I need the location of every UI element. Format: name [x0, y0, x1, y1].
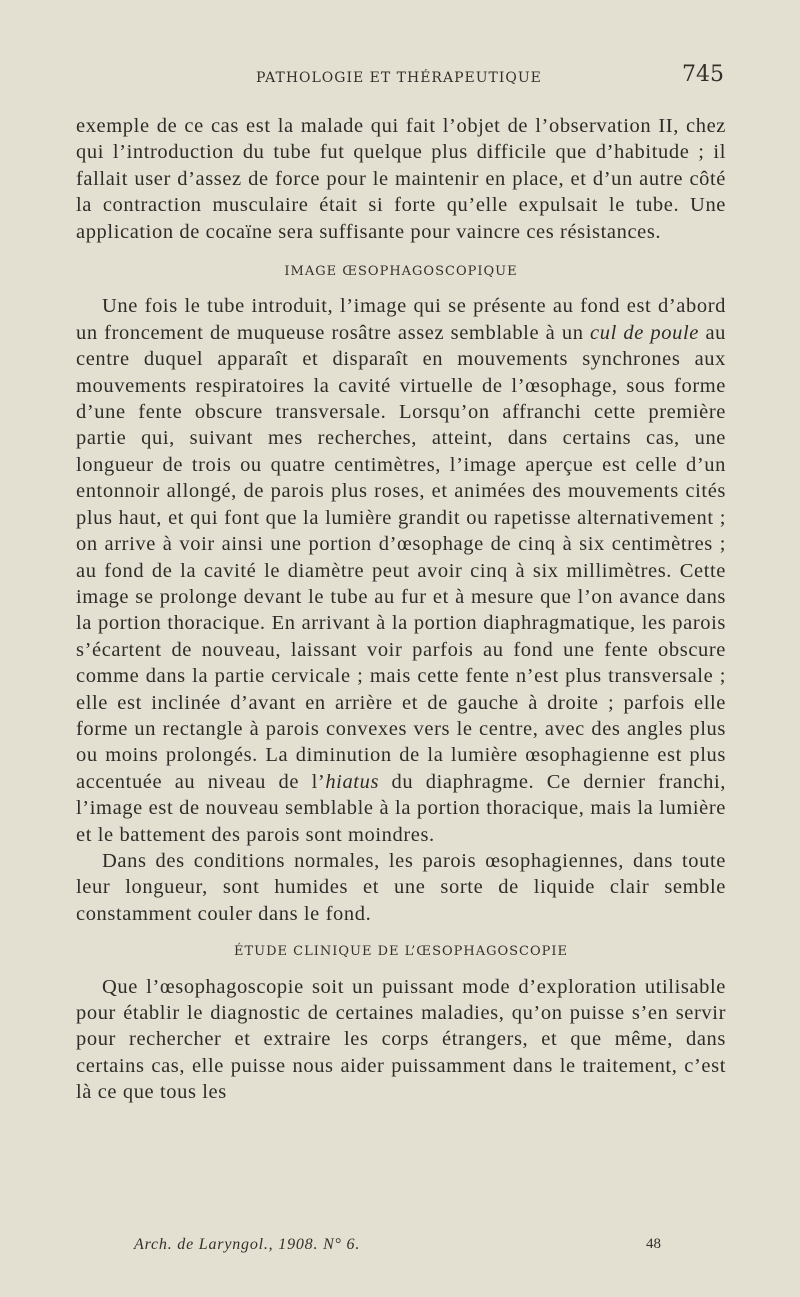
- section-heading-image-oesophagoscopique: IMAGE ŒSOPHAGOSCOPIQUE: [284, 264, 518, 280]
- journal-citation: Arch. de Laryngol., 1908. N° 6.: [134, 1236, 361, 1253]
- sheet-number: 48: [646, 1236, 661, 1252]
- page-footer: [76, 1236, 726, 1260]
- running-head: PATHOLOGIE ET THÉRAPEUTIQUE: [256, 70, 542, 86]
- paragraph-image-description: [76, 293, 726, 848]
- italic-term-hiatus: hiatus: [325, 770, 380, 793]
- article-body: [76, 113, 726, 1106]
- text-run: du diaphragme. Ce dernier franchi, l’image est de nouveau semblable à la portion thoracique, mais la lumière et le battement des parois sont moindres.: [76, 770, 726, 846]
- paragraph-normal-conditions: Dans des conditions normales, les parois œsophagiennes, dans toute leur longueur, sont humides et une sorte de liquide clair semble constamment couler dans le fond.: [76, 849, 726, 925]
- paragraph-continuation: exemple de ce cas est la malade qui fait l’objet de l’observation II, chez qui l’introduction du tube fut quelque plus difficile que d’habitude ; il fallait user d’assez de force pour le maintenir en place, et d’un autre côté la contraction musculaire était si forte qu’elle expulsait le tube. Une application de cocaïne sera suffisante pour vaincre ces résistances.: [76, 115, 726, 243]
- page-number: 745: [682, 62, 724, 87]
- text-run: Une fois le tube introduit, l’image qui se présente au fond est d’abord un froncement de muqueuse rosâtre assez semblable à un: [76, 295, 726, 344]
- page-header: [76, 62, 724, 92]
- paragraph-clinical-study: Que l’œsophagoscopie soit un puissant mode d’exploration utilisable pour établir le diagnostic de certaines maladies, qu’on puisse s’en servir pour rechercher et extraire les corps étrangers, et que même, dans certains cas, elle puisse nous aider puissamment dans le traitement, c’est là ce que tous les: [76, 975, 726, 1104]
- italic-term-cul-de-poule: cul de poule: [590, 321, 699, 344]
- text-run: au centre duquel apparaît et disparaît en mouvements synchrones aux mouvements respiratoires la cavité virtuelle de l’œsophage, sous forme d’une fente obscure transversale. Lorsqu’on affranchi cette première partie qui, suivant mes recherches, atteint, dans certains cas, une longueur de trois ou quatre centimètres, l’image aperçue est celle d’un entonnoir allongé, de parois plus roses, et animées des mouvements cités plus haut, et qui font que la lumière grandit ou rapetisse alternativement ; on arrive à voir ainsi une portion d’œsophage de cinq à six centimètres ; au fond de la cavité le diamètre peut avoir cinq à six millimètres. Cette image se prolonge devant le tube au fur et à mesure que l’on avance dans la portion thoracique. En arrivant à la portion diaphragmatique, les parois s’écartent de nouveau, laissant voir parfois au fond une fente obscure comme dans la partie cervicale ; mais cette fente n’est plus transversale ; elle est inclinée d’avant en arrière et de gauche à droite ; parfois elle forme un rectangle à parois convexes vers le centre, avec des angles plus ou moins prolongés. La diminution de la lumière œsophagienne est plus accentuée au niveau de l’: [76, 321, 726, 793]
- section-heading-etude-clinique: ÉTUDE CLINIQUE DE L’ŒSOPHAGOSCOPIE: [233, 944, 569, 960]
